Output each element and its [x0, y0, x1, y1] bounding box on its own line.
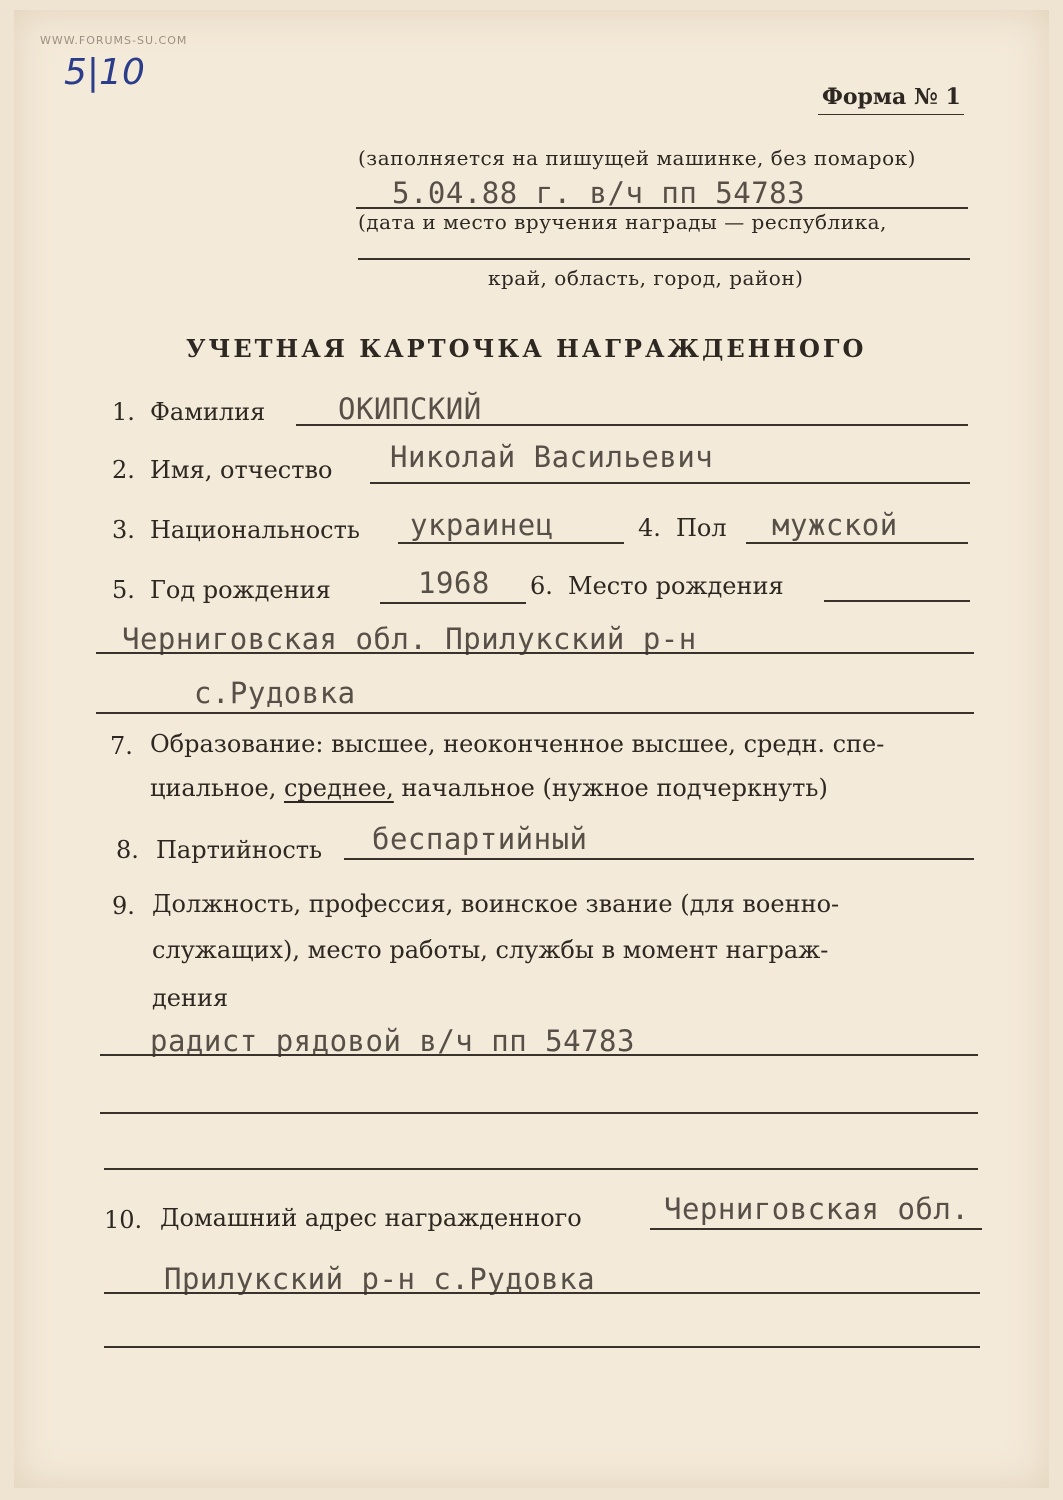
address-label: Домашний адрес награжденного: [160, 1204, 582, 1232]
award-date-place-value: 5.04.88 г. в/ч пп 54783: [392, 176, 806, 210]
position-line-3: дения: [152, 984, 229, 1012]
date-place-line-2: [358, 258, 970, 260]
position-line-2: служащих), место работы, службы в момент награж-: [152, 936, 829, 964]
sex-value: мужской: [772, 508, 898, 542]
education-selected-option: среднее,: [283, 774, 394, 802]
birth-place-value-2: с.Рудовка: [194, 676, 356, 710]
surname-label: Фамилия: [150, 398, 266, 426]
position-line-1: Должность, профессия, воинское звание (для военно-: [152, 890, 840, 918]
education-option-primary: начальное (нужное подчеркнуть): [401, 774, 828, 802]
party-line: [344, 858, 974, 860]
position-value: радист рядовой в/ч пп 54783: [150, 1024, 635, 1058]
sex-label: Пол: [676, 514, 727, 542]
form-number: Форма № 1: [822, 84, 961, 110]
field-number: 3.: [112, 516, 135, 544]
date-place-caption-1: (дата и место вручения награды — республика,: [358, 210, 887, 234]
birth-place-label: Место рождения: [568, 572, 784, 600]
education-option-specialized: циальное,: [150, 774, 277, 802]
field-number: 8.: [116, 836, 139, 864]
field-number: 5.: [112, 576, 135, 604]
field-number: 9.: [112, 892, 135, 920]
card-title: УЧЕТНАЯ КАРТОЧКА НАГРАЖДЕННОГО: [186, 334, 867, 363]
nationality-value: украинец: [410, 508, 554, 542]
birth-year-label: Год рождения: [150, 576, 331, 604]
handwritten-mark: 5|10: [64, 52, 145, 93]
address-value-2: Прилукский р-н с.Рудовка: [164, 1262, 596, 1296]
address-line-3: [104, 1346, 980, 1348]
party-label: Партийность: [156, 836, 323, 864]
date-place-line: [356, 207, 968, 209]
field-number: 2.: [112, 456, 135, 484]
field-number: 7.: [110, 732, 133, 760]
fill-instruction: (заполняется на пишущей машинке, без помарок): [358, 146, 916, 170]
birth-place-value-1: Черниговская обл. Прилукский р-н: [122, 622, 697, 656]
birth-year-line: [380, 602, 526, 604]
field-number: 1.: [112, 398, 135, 426]
birth-place-line: [824, 600, 970, 602]
nationality-line: [398, 542, 624, 544]
field-number: 6.: [530, 572, 553, 600]
surname-line: [296, 424, 968, 426]
position-line: [100, 1054, 978, 1056]
watermark: WWW.FORUMS-SU.COM: [40, 34, 188, 47]
field-number: 4.: [638, 514, 661, 542]
surname-value: ОКИПСКИЙ: [338, 392, 482, 426]
address-value-1: Черниговская обл.: [664, 1192, 970, 1226]
date-place-caption-2: край, область, город, район): [488, 266, 804, 290]
position-line-2: [100, 1112, 978, 1114]
birth-place-line-3: [96, 712, 974, 714]
name-value: Николай Васильевич: [390, 440, 714, 474]
position-line-3: [104, 1168, 978, 1170]
field-number: 10.: [104, 1206, 143, 1234]
name-label: Имя, отчество: [150, 456, 333, 484]
party-value: беспартийный: [372, 822, 588, 856]
birth-year-value: 1968: [418, 566, 490, 600]
name-line: [370, 482, 970, 484]
address-line: [650, 1228, 982, 1230]
education-line-1: Образование: высшее, неоконченное высшее, средн. спе-: [150, 730, 885, 758]
birth-place-line-2: [96, 652, 974, 654]
education-line-2: [150, 774, 828, 802]
form-number-underline: [818, 114, 964, 115]
nationality-label: Национальность: [150, 516, 360, 544]
address-line-2: [104, 1292, 980, 1294]
sex-line: [746, 542, 968, 544]
